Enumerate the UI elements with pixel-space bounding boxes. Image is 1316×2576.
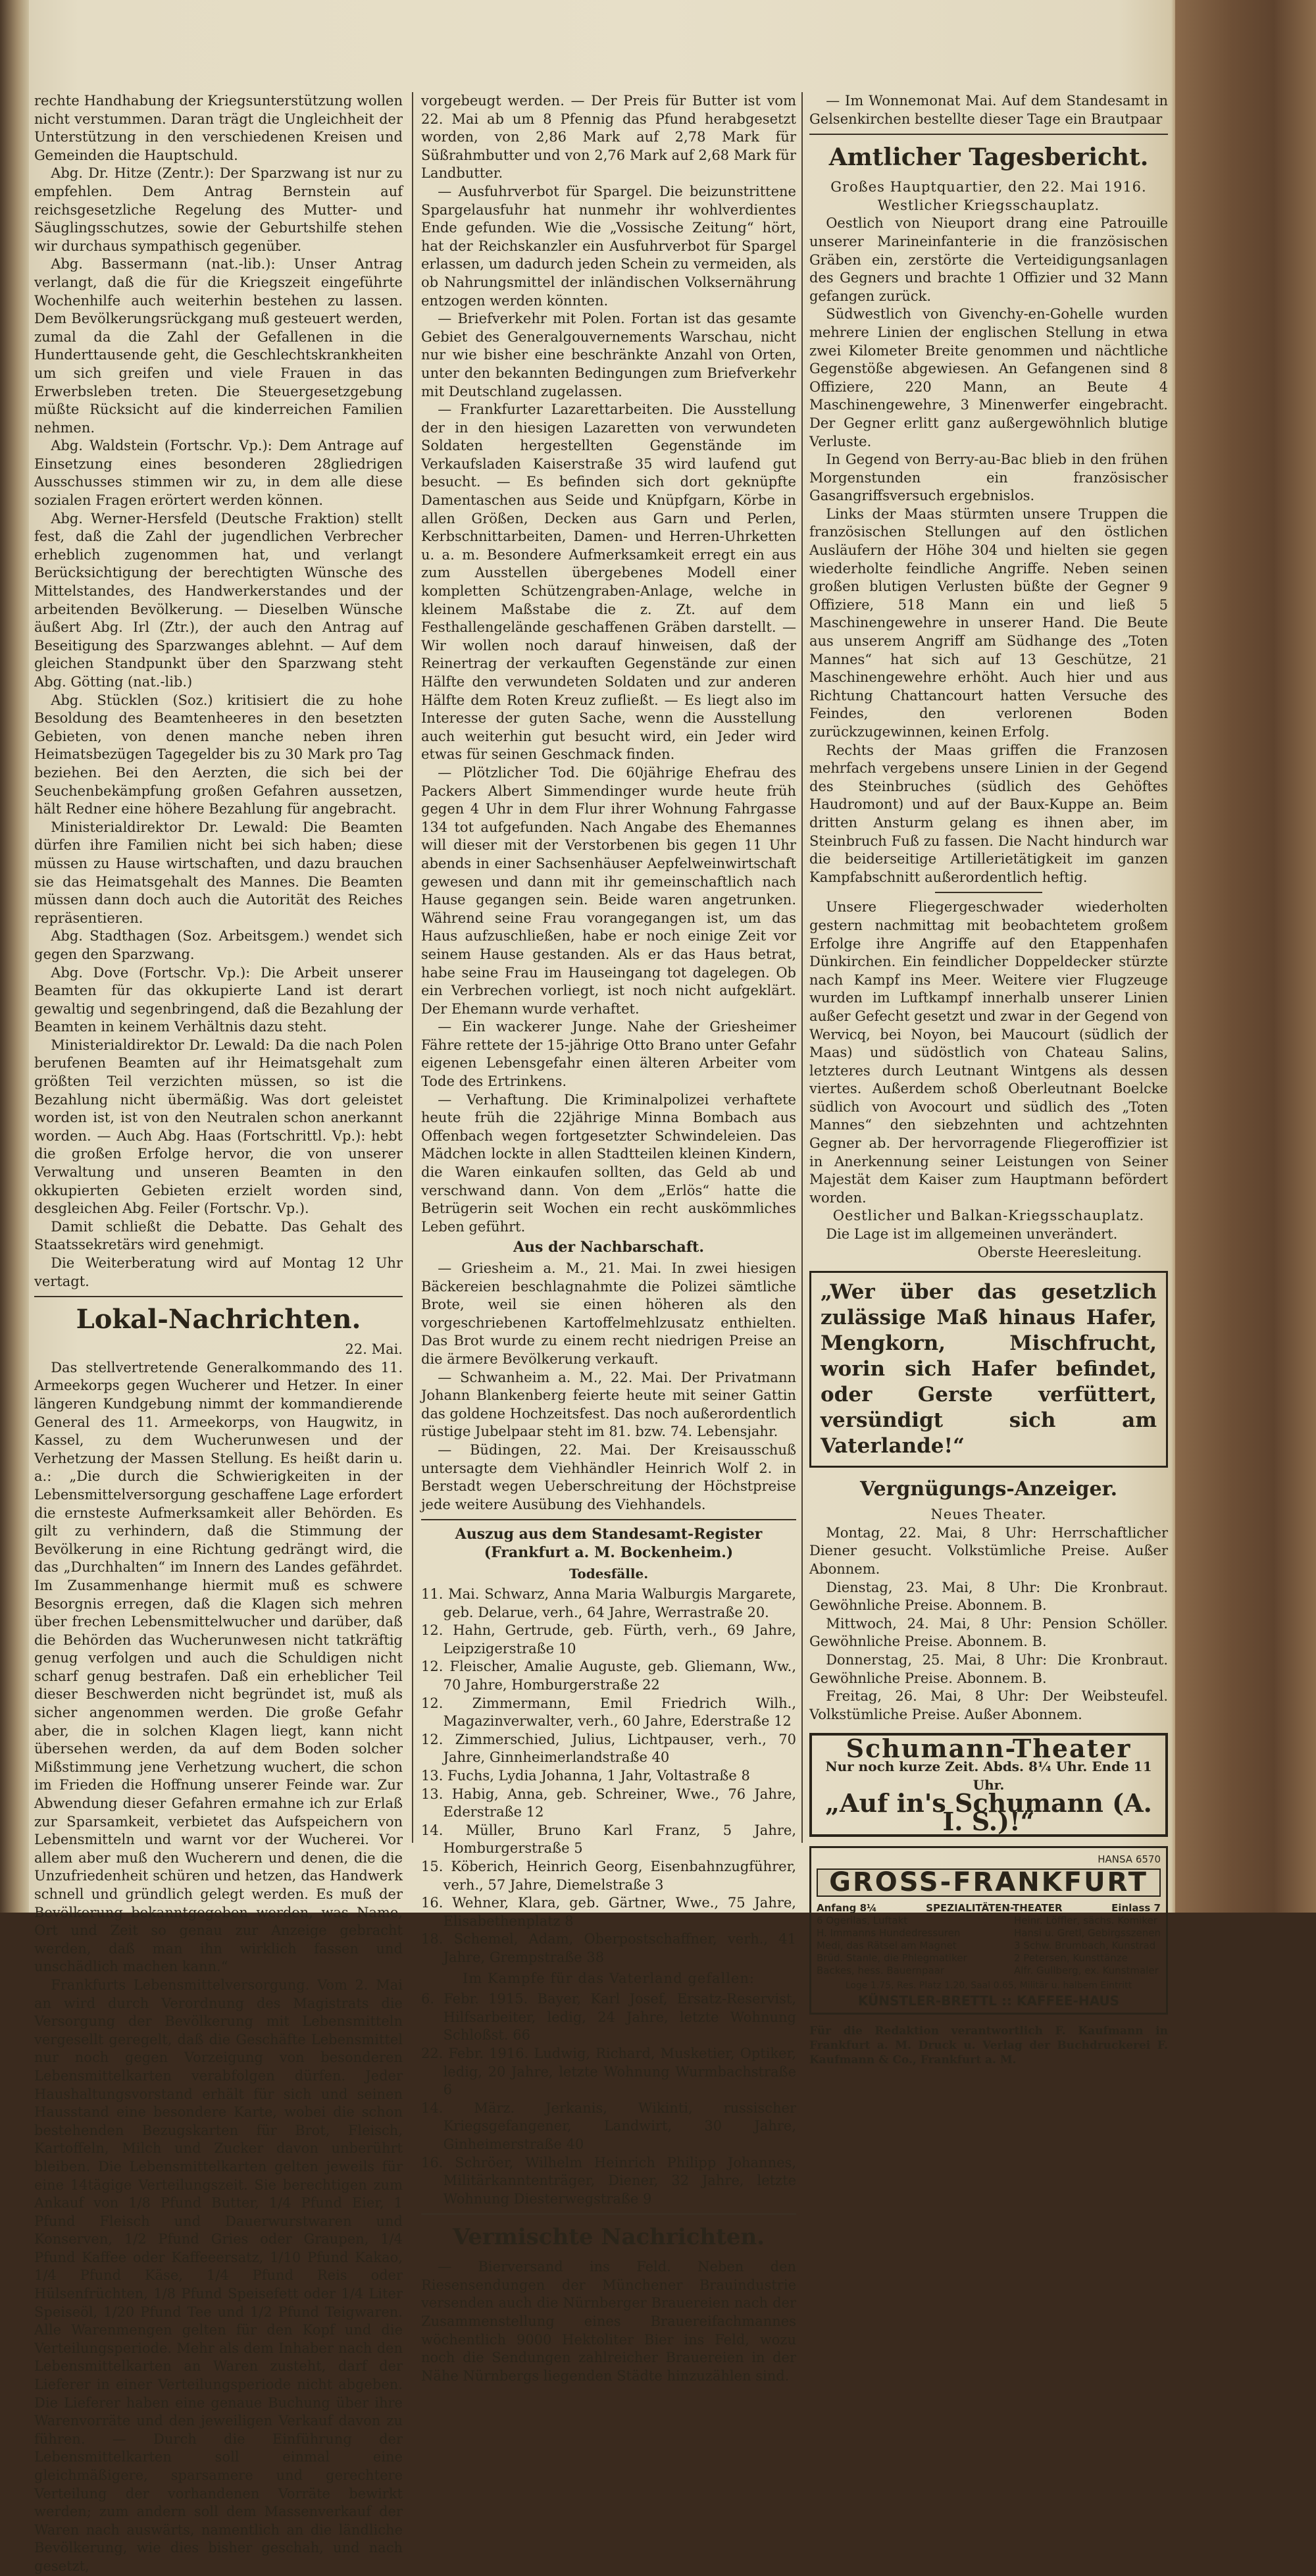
paragraph: Ministerialdirektor Dr. Lewald: Da die nach Polen berufenen Beamten auf ihr Heimatsgehalt zum größten Teil verzichten müssen, so ist die Bezahlung nicht übermäßig. Was dort geleistet worden ist, ist von den Neutralen schon anerkannt worden. — Auch Abg. Haas (Fortschrittl. Vp.): hebt die großen Erfolge hervor, die von unserer Verwaltung und unseren Beamten in den okkupierten Gebieten erzielt worden sind, desgleichen Abg. Feiler (Fortschr. Vp.). <box>34 1037 403 1217</box>
paragraph: — Bierversand ins Feld. Neben den Riesensendungen der Münchener Brauindustrie versenden auch die Nürnberger Brauereien nach der Zusammenstellung eines Brauereifachmannes wöchentlich 9000 Hektoliter Bier ins Feld, wozu noch die Sendungen zahlreicher Brauereien in der Nähe Nürnbergs liegenden Städte hinzuzählen sind. <box>421 2259 796 2384</box>
section-heading-vergnuegung: Vergnügungs-Anzeiger. <box>859 1478 1118 1501</box>
dateline: Großes Hauptquartier, den 22. Mai 1916. <box>830 179 1147 195</box>
gross-frankfurt-logo: GROSS-FRANKFURT <box>817 1868 1161 1897</box>
hafer-notice-text: „Wer über das gesetzlich zulässige Maß hinaus Hafer, Mengkorn, Mischfrucht, worin sich Hafer befindet, oder Gerste verfüttert, versündigt sich am Vaterlande!“ <box>821 1280 1157 1458</box>
paragraph: — Verhaftung. Die Kriminalpolizei verhaftete heute früh die 22jährige Minna Bombach aus Offenbach wegen fortgesetzter Schwindeleien. Das Mädchen lockte in allen Stadtteilen kleinen Kindern, die Waren einkaufen sollten, das Geld ab und verschwand dann. Von dem „Erlös“ hatte die Betrügerin seit Wochen ein recht auskömmliches Leben geführt. <box>421 1091 796 1235</box>
ad-act: Hansi u. Gretl, Gebirgsszenen <box>1014 1927 1161 1940</box>
signature: Oberste Heeresleitung. <box>977 1244 1142 1260</box>
divider <box>421 1519 796 1520</box>
paragraph: Abg. Dr. Hitze (Zentr.): Der Sparzwang ist nur zu empfehlen. Dem Antrag Bernstein auf reichsgesetzliche Regelung des Mutter- und Säuglingsschutzes, sowie der Geburtshilfe stehen wir durchaus sympathisch gegenüber. <box>34 165 403 254</box>
ad-act: Heinr. Löffler, sächs. Komiker <box>1014 1915 1157 1927</box>
column-3 <box>809 92 1168 2067</box>
paragraph: Abg. Stadthagen (Soz. Arbeitsgem.) wendet sich gegen den Sparzwang. <box>34 928 403 962</box>
section-heading-nachbarschaft: Aus der Nachbarschaft. <box>513 1239 705 1256</box>
theater-show: Montag, 22. Mai, 8 Uhr: Herrschaftlicher Diener gesucht. Volkstümliche Preise. Außer Abonnem. <box>809 1524 1168 1577</box>
ad-acts-right <box>1014 1915 1161 1977</box>
paragraph: Abg. Werner-Hersfeld (Deutsche Fraktion) stellt fest, daß die Zahl der jugendlichen Verbrecher erheblich zugenommen hat, und verlangt Berücksichtigung der berechtigten Wünsche des Mittelstandes, des Handwerkerstandes und der arbeitenden Bevölkerung. — Dieselben Wünsche äußert Abg. Irl (Ztr.), der auch den Antrag auf Beseitigung des Sparzwanges ablehnt. — Auf dem gleichen Standpunkt über den Sparzwang steht Abg. Götting (nat.-lib.) <box>34 510 403 690</box>
paragraph: — Frankfurter Lazarettarbeiten. Die Ausstellung der in den hiesigen Lazaretten von verwundeten Soldaten hergestellten Gegenstände im Verkaufsladen Kaiserstraße 35 wird laufend gut besucht. — Es befinden sich dort geknüpfte Damentaschen aus Seide und Knüpfgarn, Körbe in allen Größen, Decken aus Garn und Perlen, Kerbschnittarbeiten, Damen- und Herren-Uhrketten u. a. m. Besondere Aufmerksamkeit erregt ein aus zum Ausstellen übergebenes Modell einer kompletten Schützengraben-Anlage, welche in kleinem Maßstabe die z. Zt. auf dem Festhallengelände geschaffenen Gräben darstellt. — Wir wollen noch darauf hinweisen, daß der Reinertrag der verkauften Gegenstände zur einen Hälfte den verwundeten Soldaten und zur anderen Hälfte dem Roten Kreuz zufließt. — Es liegt also im Interesse der guten Sache, wenn die Ausstellung auch weiterhin gut besucht wird, ein Jeder wird etwas für seinen Geschmack finden. <box>421 401 796 763</box>
gross-frankfurt-ad <box>809 1846 1168 2015</box>
death-notice: 13. Fuchs, Lydia Johanna, 1 Jahr, Voltastraße 8 <box>421 1768 750 1784</box>
ad-start-time: Anfang 8¼ <box>817 1902 877 1915</box>
death-notices-list <box>421 1585 796 1967</box>
section-heading-vermischte: Vermischte Nachrichten. <box>452 2224 765 2251</box>
theater-show: Mittwoch, 24. Mai, 8 Uhr: Pension Schöller. Gewöhnliche Preise. Abonnem. B. <box>809 1615 1168 1650</box>
paragraph: — Briefverkehr mit Polen. Fortan ist das gesamte Gebiet des Generalgouvernements Warschau, nicht nur wie bisher eine beschränkte Anzahl von Orten, unter den bekannten Bedingungen zum Briefverkehr mit Deutschland zugelassen. <box>421 311 796 399</box>
paragraph: Die Lage ist im allgemeinen unverändert. <box>826 1226 1118 1243</box>
ad-act: Brüd. Stanle, die Phlegmatiker <box>817 1952 967 1965</box>
dateline: 22. Mai. <box>345 1341 403 1358</box>
hafer-notice-box <box>809 1271 1168 1468</box>
death-notice: 11. Mai. Schwarz, Anna Maria Walburgis Margarete, geb. Delarue, verh., 64 Jahre, Werrastraße 20. <box>421 1586 796 1620</box>
fallen-heading: Im Kampfe für das Vaterland gefallen: <box>463 1970 755 1986</box>
binding-gutter <box>0 0 29 1913</box>
ad-entry-time: Einlass 7 <box>1111 1902 1161 1915</box>
divider <box>935 892 1043 893</box>
register-title: Auszug aus dem Standesamt-Register (Frankfurt a. M. Bockenheim.) <box>455 1526 763 1561</box>
paragraph: Abg. Waldstein (Fortschr. Vp.): Dem Antrage auf Einsetzung eines besonderen 28gliedrigen Ausschusses stimmen wir zu, in dem alle diese sozialen Fragen erörtert werden können. <box>34 438 403 509</box>
todesfaelle-heading: Todesfälle. <box>569 1565 649 1582</box>
death-notice: 16. Wehner, Klara, geb. Gärtner, Wwe., 75 Jahre, Elisabethenplatz 8 <box>421 1895 796 1929</box>
paragraph: Abg. Stücklen (Soz.) kritisiert die zu hohe Besoldung des Beamtenheeres in den besetzten Gebieten, von denen manche neben ihren Heimatsbezügen Tagegelder bis zu 30 Mark pro Tag beziehen. Bei den Aerzten, die sich bei der Seuchenbekämpfung großen Gefahren aussetzen, hält Redner eine höhere Bezahlung für angebracht. <box>34 692 403 817</box>
imprint: Für die Redaktion verantwortlich F. Kaufmann in Frankfurt a. M. Druck u. Verlag der Buchdruckerei F. Kaufmann & Co., Frankfurt a. M. <box>809 2024 1168 2067</box>
theater-schedule <box>809 1524 1168 1724</box>
book-binding-edge <box>1175 0 1316 1913</box>
death-notice: 12. Zimmerschied, Julius, Lichtpauser, verh., 70 Jahre, Ginnheimerlandstraße 40 <box>421 1731 796 1766</box>
subheading-ost: Oestlicher und Balkan-Kriegsschauplatz. <box>832 1208 1145 1224</box>
ad-venue-type: SPEZIALITÄTEN-THEATER <box>926 1902 1063 1915</box>
theater-name: Neues Theater. <box>930 1507 1047 1523</box>
fallen-notice: 14. März. Jerkanis, Wikinti, russischer Kriegsgefangener, Landwirt, 30 Jahre, Ginheimerstraße 40 <box>421 2099 796 2152</box>
paragraph: — Griesheim a. M., 21. Mai. In zwei hiesigen Bäckereien beschlagnahmte die Polizei sämtliche Brote, weil sie einen höheren als den vorgeschriebenen Kartoffelmehlzusatz enthielten. Das Brot wurde zu einem recht niedrigen Preise an die ärmere Bevölkerung verkauft. <box>421 1260 796 1367</box>
ad-acts <box>817 1915 1161 1977</box>
paragraph: vorgebeugt werden. — Der Preis für Butter ist vom 22. Mai ab um 8 Pfennig das Pfund herabgesetzt worden, von 2,86 Mark auf 2,78 Mark für Süßrahmbutter und von 2,76 Mark auf 2,68 Mark für Landbutter. <box>421 93 796 182</box>
theater-show: Dienstag, 23. Mai, 8 Uhr: Die Kronbraut. Gewöhnliche Preise. Abonnem. B. <box>809 1579 1168 1614</box>
ad-act: 6 Ogerilas, Luftakt <box>817 1915 908 1927</box>
paragraph: rechte Handhabung der Kriegsunterstützung wollen nicht verstummen. Daran trägt die Ungleichheit der Unterstützung in den verschiedenen Kreisen und Gemeinden die Hauptschuld. <box>34 93 403 163</box>
ad-act: H. Immanns Hundedressuren <box>817 1927 961 1940</box>
ad-header-row <box>817 1902 1161 1915</box>
phone-number: HANSA 6570 <box>1098 1853 1161 1866</box>
column-2 <box>421 92 796 2385</box>
paragraph: — Büdingen, 22. Mai. Der Kreisausschuß untersagte dem Viehhändler Heinrich Wolf 2. in Berstadt wegen Ueberschreitung der Höchstpreise jede weitere Ausübung des Viehhandels. <box>421 1441 796 1512</box>
divider <box>34 1296 403 1297</box>
theater-show: Freitag, 26. Mai, 8 Uhr: Der Weibsteufel. Volkstümliche Preise. Außer Abonnem. <box>809 1688 1168 1722</box>
section-heading-lokal: Lokal-Nachrichten. <box>76 1304 361 1335</box>
divider <box>421 2213 796 2215</box>
fallen-notice: 16. Schröer, Wilhelm Heinrich Philipp Johannes, Militärkanntenträger, Diener, 32 Jahre, letzte Wohnung Diesterwegstraße 9 <box>421 2154 796 2207</box>
fallen-soldiers-list <box>421 1990 796 2208</box>
death-notice: 13. Habig, Anna, geb. Schreiner, Wwe., 76 Jahre, Ederstraße 12 <box>421 1786 796 1820</box>
ad-footer: KÜNSTLER-BRETTL :: KAFFEE-HAUS <box>857 1993 1120 2009</box>
divider <box>809 134 1168 135</box>
paragraph: Abg. Bassermann (nat.-lib.): Unser Antrag verlangt, daß die für die Kriegszeit eingeführte Wochenhilfe auch weiterhin bestehen zu lassen. Dem Bevölkerungsrückgang muß gesteuert werden, zumal da die Zahl der Gefallenen in die Hunderttausende geht, die Geschlechtskrankheiten um sich greifen und viele Frauen in das Erwerbsleben treten. Die Steuergesetzgebung müßte Rücksicht auf die kinderreichen Familien nehmen. <box>34 256 403 436</box>
paragraph: — Schwanheim a. M., 22. Mai. Der Privatmann Johann Blankenberg feierte heute mit seiner Gattin das goldene Hochzeitsfest. Das noch außerordentlich rüstige Jubelpaar steht im 81. bzw. 74. Lebensjahr. <box>421 1369 796 1440</box>
schumann-subtitle: Nur noch kurze Zeit. Abds. 8¼ Uhr. Ende 11 Uhr. <box>825 1758 1152 1793</box>
paragraph: — Ausfuhrverbot für Spargel. Die beizunstrittene Spargelausfuhr hat nunmehr ihr wohlverdientes Ende gefunden. Wie die „Vossische Zeitung“ hört, hat der Reichskanzler ein Ausfuhrverbot für Spargel erlassen, um dadurch jeden Schein zu vermeiden, als ob Nahrungsmittel der inländischen Volksernährung entzogen werden könnten. <box>421 183 796 309</box>
theater-show: Donnerstag, 25. Mai, 8 Uhr: Die Kronbraut. Gewöhnliche Preise. Abonnem. B. <box>809 1651 1168 1686</box>
paragraph: Das stellvertretende Generalkommando des 11. Armeekorps gegen Wucherer und Hetzer. In einer längeren Kundgebung nimmt der kommandierende General des 11. Armeekorps, von Haugwitz, in Kassel, zu dem Wucherunwesen und der Verhetzung der Massen Stellung. Es heißt darin u. a.: „Die durch die Schwierigkeiten in der Lebensmittelversorgung geschaffene Lage erfordert die ernsteste Aufmerksamkeit aller Behörden. Es gilt zu verhindern, daß die Stimmung der Bevölkerung in eine Richtung gedrängt wird, die das „Durchhalten“ im Innern des Landes gefährdet. Im Zusammenhange hiermit muß es schwere Besorgnis erregen, daß die Klagen sich mehren über frechen Lebensmittelwucher und darüber, daß die Behörden das Wucherunwesen nicht tatkräftig genug verfolgen und auch die Schuldigen nicht scharf genug bestrafen. Daß ein erheblicher Teil dieser Beschwerden nicht begründet ist, muß als sicher angenommen werden. Die große Gefahr aber, die in solchen Klagen liegt, kann nicht übersehen werden, da auf dem Boden solcher Mißstimmung jene Verhetzung wuchert, die schon im Frieden die Hoffnung unserer Feinde war. Zur Abwendung dieser Gefahren ermahne ich zur Erlaß zur Sparsamkeit, verbietet das Aufspeichern von Lebensmitteln und warnt vor der Wucherei. Vor allem aber muß den Wucherern und denen, die die Unzufriedenheit schüren und hetzen, das Handwerk schnell und gründlich gelegt werden. Es muß der Bevölkerung bekanntgegeben werden, was Name, Ort und Zeit so genau zur Anzeige gebracht werden, daß man ihn wirklich fassen und unschädlich machen kann.“ <box>34 1359 403 1975</box>
paragraph: Oestlich von Nieuport drang eine Patrouille unserer Marineinfanterie in die französischen Gräben ein, zerstörte die Verteidigungsanlagen des Gegners und brachte 1 Offizier und 32 Mann gefangen zurück. <box>809 215 1168 304</box>
paragraph: Damit schließt die Debatte. Das Gehalt des Staatssekretärs wird genehmigt. <box>34 1218 403 1253</box>
death-notice: 12. Hahn, Gertrude, geb. Fürth, verh., 69 Jahre, Leipzigerstraße 10 <box>421 1622 796 1657</box>
schumann-show: „Auf in's Schumann (A. I. S.)!“ <box>825 1788 1152 1836</box>
paragraph: Ministerialdirektor Dr. Lewald: Die Beamten dürfen ihre Familien nicht bei sich haben; diese müssen zu Hause wirtschaften, und dazu brauchen sie das Heimatsgehalt des Mannes. Die Beamten müssen dann doch auch die Autorität des Reiches repräsentieren. <box>34 819 403 926</box>
paragraph: — Im Wonnemonat Mai. Auf dem Standesamt in Gelsenkirchen bestellte dieser Tage ein Brautpaar <box>809 93 1168 127</box>
death-notice: 15. Köberich, Heinrich Georg, Eisenbahnzugführer, verh., 57 Jahre, Diemelstraße 3 <box>421 1859 796 1893</box>
ad-act: Alfr. Gullberg, ex. Kunstmaler <box>1014 1965 1159 1977</box>
death-notice: 12. Zimmermann, Emil Friedrich Wilh., Magazinverwalter, verh., 60 Jahre, Ederstraße 12 <box>421 1695 796 1730</box>
ad-act: Backes, hess. Bauernpaar <box>817 1965 945 1977</box>
ad-act: 2 Petersen, Kunsttänze <box>1014 1952 1128 1965</box>
paragraph: Links der Maas stürmten unsere Truppen die französischen Stellungen auf den östlichen Ausläufern der Höhe 304 und hielten sie gegen wiederholte feindliche Angriffe. Neben seinen großen blutigen Verlusten büßte der Gegner 9 Offiziere, 518 Mann ein und ließ 5 Maschinengewehre in unserer Hand. Die Beute aus unserem Angriff am Südhange des „Toten Mannes“ hat sich auf 13 Geschütze, 21 Maschinengewehre erhöht. Auch hier und aus Richtung Chattancourt hatten Versuche des Feindes, den verlorenen Boden zurückzugewinnen, keinen Erfolg. <box>809 505 1168 740</box>
paragraph: Abg. Dove (Fortschr. Vp.): Die Arbeit unserer Beamten für das okkupierte Land ist derart gewaltig und segenbringend, daß die Bezahlung der Beamten in keinem Verhältnis dazu steht. <box>34 964 403 1035</box>
paragraph: Die Weiterberatung wird auf Montag 12 Uhr vertagt. <box>34 1255 403 1289</box>
schumann-title: Schumann-Theater <box>846 1734 1132 1764</box>
paragraph: — Plötzlicher Tod. Die 60jährige Ehefrau des Packers Albert Simmendinger wurde heute früh gegen 4 Uhr in dem Flur ihrer Wohnung Fahrgasse 134 tot aufgefunden. Nach Angabe des Ehemannes will dieser mit der Verstorbenen bis gegen 11 Uhr abends in einer Sachsenhäuser Aepfelweinwirtschaft gewesen und dann mit ihr gemeinschaftlich nach Hause gegangen sein. Beide waren angetrunken. Während seine Frau vorangegangen ist, um das Haus aufzuschließen, habe er noch einige Zeit vor seinem Hause gestanden. Als er das Haus betrat, habe seine Frau im Hauseingang tot dagelegen. Ob ein Verbrechen vorliegt, ist noch nicht aufgeklärt. Der Ehemann wurde verhaftet. <box>421 764 796 1017</box>
ad-prices: Loge 1.75, Res. Platz 1.20, Saal 0.65, Militär u. halbem Eintritt <box>845 1980 1132 1992</box>
paragraph: Frankfurts Lebensmittelversorgung. Vom 2. Mai an wird durch Verordnung des Magistrats die Versorgung der Bevölkerung mit Lebensmitteln vergesellt geregelt, daß die Geschäfte Lebensmittel nur noch gegen Vorzeigung von besonderen Lebensmittelkarten verabfolgen dürfen. Jeder Haushaltungsvorstand erhält für sich und seinen Hausstand eine besondere Karte, wobei die schon bestehenden Bezugskarten für Brot, Fleisch, Kartoffeln, Milch und Zucker davon unberührt bleiben. Die Lebensmittelkarten gelten jeweils für eine 14tägige Verteilungszeit. Sie berechtigen zum Ankauf von 1/8 Pfund Butter, 1/4 Pfund Eier, 1 Pfund Fleisch und Dauerwurstwaren und Konserven, 1/2 Pfund Gries oder Graupen, 1/4 Pfund Kaffee oder Kaffeeersatz, 1/10 Pfund Kakao, 1/4 Pfund Käse, 1/4 Pfund Reis oder Hülsenfrüchten, 1/8 Pfund Speisefett oder 1/4 Liter Speiseöl, 1/20 Pfund Tee und 1/2 Pfund Teigwaren. Alle Warenmengen gelten für den Kopf und die Verteilungsperiode. Mehr als dem Inhaber nach den Lebensmittelkarten an Waren zusteht, darf der Lieferer in einer Verteilungsperiode nicht abgeben. Die Lieferer haben eine genaue Buchung über ihre Warenvorräte und den jeweiligen Verkauf davon zu führen. — Durch die Einführung der Lebensmittelkarten soll einmal eine gleichmäßigere, sparsamere und gerechtere Verteilung der vorhandenen Vorräte bewirkt werden; zum andern soll dem Massenverkauf der Waren nach auswärts, namentlich an die ländliche Bevölkerung, wie dies bisher geschah, und nach gesetzt, <box>34 1976 403 2574</box>
subheading-west: Westlicher Kriegsschauplatz. <box>877 197 1100 213</box>
column-rule <box>801 92 803 1843</box>
schumann-theater-ad <box>809 1733 1168 1837</box>
fallen-notice: 6. Febr. 1915. Bayer, Karl Josef, Ersatz-Reservist, Hilfsarbeiter, ledig, 24 Jahre, letzte Wohnung Schloßst. 66 <box>421 1991 796 2044</box>
paragraph: Unsere Fliegergeschwader wiederholten gestern nachmittag mit beobachtetem großem Erfolge ihre Angriffe auf den Etappenhafen Dünkirchen. Ein feindlicher Doppeldecker stürzte nach Kampf ins Meer. Weitere vier Flugzeuge wurden im Luftkampf innerhalb unserer Linien außer Gefecht gesetzt und zwar in der Gegend von Wervicq, bei Noyon, bei Maucourt (südlich der Maas) und südöstlich von Chateau Salins, letzteres durch Leutnant Wintgens als dessen viertes. Außerdem schoß Oberleutnant Boelcke südlich von Avocourt und südlich des „Toten Mannes“ den siebzehnten und achtzehnten Gegner ab. Der hervorragende Fliegeroffizier ist in Anerkennung seiner Leistungen von Seiner Majestät dem Kaiser zum Hauptmann befördert worden. <box>809 899 1168 1206</box>
ad-act: 3 Schw. Brumbach, Kunstrad <box>1014 1940 1156 1952</box>
death-notice: 18. Schemel, Adam, Oberpostschaffner, verh., 41 Jahre, Grempstraße 38 <box>421 1931 796 1965</box>
death-notice: 14. Müller, Bruno Karl Franz, 5 Jahre, Homburgerstraße 5 <box>421 1822 796 1857</box>
ad-acts-left <box>817 1915 967 1977</box>
paragraph: In Gegend von Berry-au-Bac blieb in den frühen Morgenstunden ein französischer Gasangriffsversuch ergebnislos. <box>809 451 1168 504</box>
column-rule <box>412 92 413 1843</box>
section-heading-bericht: Amtlicher Tagesbericht. <box>828 143 1149 172</box>
column-1 <box>34 92 403 2576</box>
paragraph: Rechts der Maas griffen die Franzosen mehrfach vergebens unsere Linien in der Gegend des Steinbruches (südlich des Gehöftes Haudromont) und auf der Baux-Kuppe an. Beim dritten Ansturm gelang es ihnen aber, im Steinbruch Fuß zu fassen. Die Nacht hindurch war die beiderseitige Artillerietätigkeit im ganzen Kampfabschnitt außerordentlich heftig. <box>809 742 1168 885</box>
paragraph: Südwestlich von Givenchy-en-Gohelle wurden mehrere Linien der englischen Stellung in etwa zwei Kilometer Breite genommen und nächtliche Gegenstöße abgewiesen. An Gefangenen sind 8 Offiziere, 220 Mann, an Beute 4 Maschinengewehre, 3 Minenwerfer eingebracht. Der Gegner erlitt ganz außergewöhnlich blutige Verluste. <box>809 306 1168 450</box>
death-notice: 12. Fleischer, Amalie Auguste, geb. Gliemann, Ww., 70 Jahre, Homburgerstraße 22 <box>421 1659 796 1693</box>
ad-act: Medi, das Rätsel am Magnet <box>817 1940 957 1952</box>
paragraph: — Ein wackerer Junge. Nahe der Griesheimer Fähre rettete der 15-jährige Otto Brano unter Gefahr eigenen Lebensgefahr einen älteren Arbeiter vom Tode des Ertrinkens. <box>421 1019 796 1090</box>
fallen-notice: 22. Febr. 1916. Ludwig, Richard, Musketier, Optiker, ledig, 20 Jahre, letzte Wohnung Wurmbachstraße 6 <box>421 2045 796 2098</box>
